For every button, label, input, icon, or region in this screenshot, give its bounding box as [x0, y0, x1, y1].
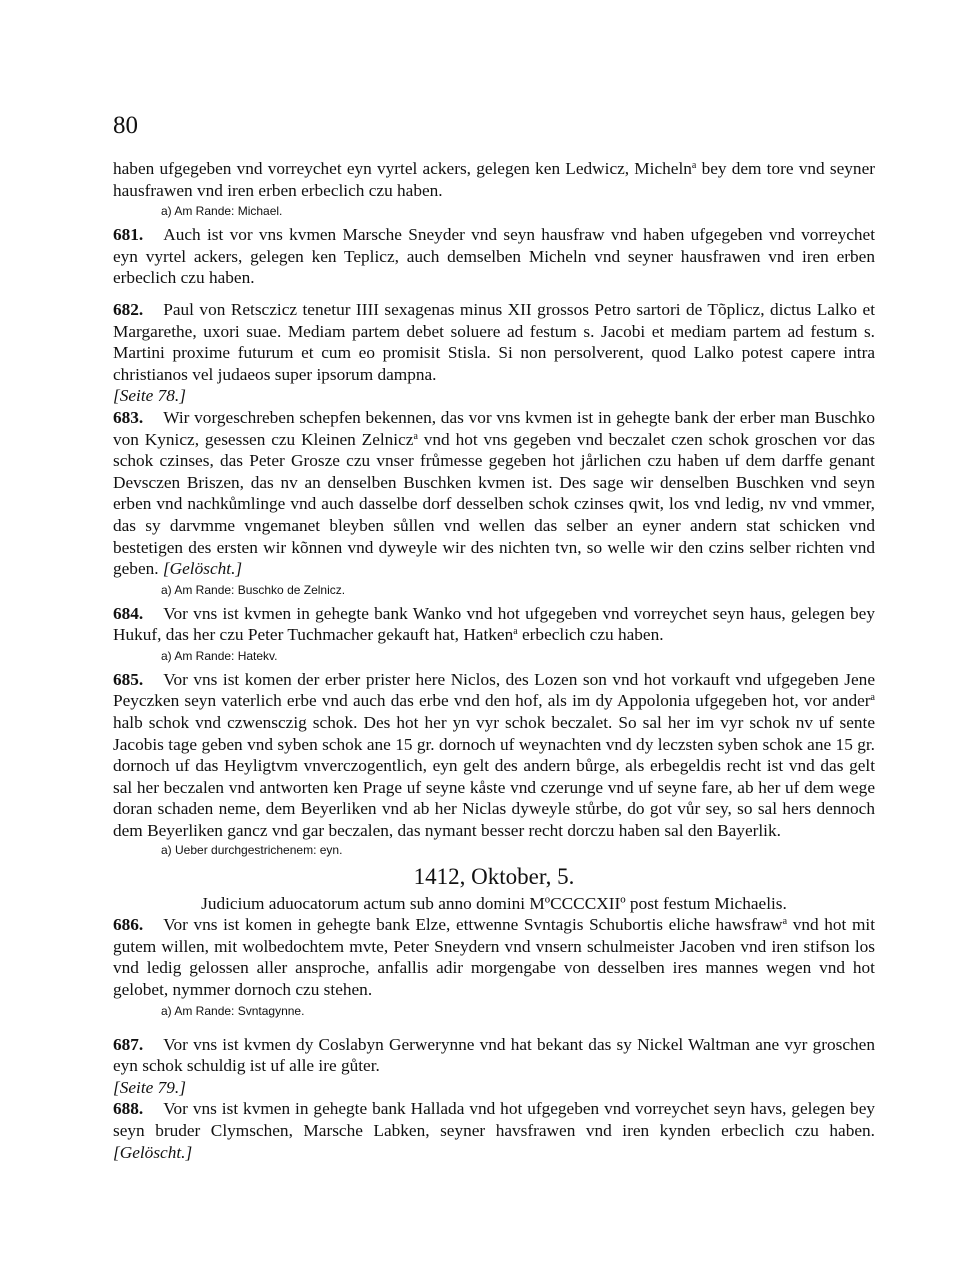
page-number: 80 [113, 112, 138, 139]
footnote: a) Am Rande: Svntagynne. [161, 1003, 305, 1018]
text-b: halb schok vnd czwensczig schok. Des hot her yn vyr schok beczalet. So sal her im vyr schok nv uf sente Jacobis tage geben vnd syben schok ane 15 gr. dornoch uf weynachten vnd dy leczsten syben schok ane 15 gr. dornoch uf das Heyligtvm vnverczogentlich, eyn gelt des andern bůrge, als erbegeldis recht ist vnd das gelt sal her beczalen vnd antworten ken Prage uf seyne kåste vnd czerunge vnd uf seyne fare, ab her uf dem wege doran schaden neme, dem Beyerliken vnd ab her Niclas dyweyle stůrbe, do got vůr sey, so sal hers dennoch dem Beyerliken gancz vnd gar beczalen, das nymant besser recht dorczu haben sal den Bayerlik. [113, 713, 875, 841]
entry-text: Auch ist vor vns kvmen Marsche Sneyder vnd seyn hausfraw vnd haben ufgegeben vnd vorreychet eyn vyrtel ackers, gelegen ken Teplicz, auch demselben Micheln vnd seyner hausfrawen vnd iren erben erbeclich czu haben. [113, 225, 875, 288]
deleted-note: [Gelöscht.] [162, 559, 243, 579]
entry-684 [113, 603, 875, 646]
entry-number: 683. [113, 407, 144, 427]
entry-text: Vor vns ist kvmen in gehegte bank Hallada vnd hot ufgegeben vnd vorreychet seyn havs, gelegen bey seyn bruder Clymschen, Marsche Labken, seyner havsfrawen vnd iren kynden erbeclich czu haben. [113, 1099, 875, 1140]
text-b: vnd hot mit gutem willen, mit wolbedochtem mvte, Peter Sneydern vnd vnsern schulmeister Jacoben vnd iren stifson los vnd ledig gelossen aller ansproche, anfallis adir morgengabe von desselben ires mannes wegen vnd hot gelobet, nymmer dornoch czu stehen. [113, 915, 875, 999]
entry-681 [113, 224, 875, 289]
paragraph-continued [113, 158, 875, 201]
footnote-marker: a [413, 430, 418, 442]
entry-number: 686. [113, 915, 144, 935]
entry-686 [113, 914, 875, 1000]
spacer [113, 289, 875, 299]
text-b: erbeclich czu haben. [517, 625, 664, 645]
entry-683 [113, 407, 875, 580]
entry-number: 687. [113, 1034, 144, 1054]
entry-687 [113, 1034, 875, 1077]
text-a: Vor vns ist kvmen in gehegte bank Wanko vnd hot ufgegeben vnd vorreychet seyn haus, gelegen bey Hukuf, das her czu Peter Tuchmacher gekauft hat, Hatken [113, 603, 875, 645]
page-reference: [Seite 78.] [113, 386, 186, 406]
page-reference: [Seite 79.] [113, 1077, 186, 1097]
entry-number: 684. [113, 603, 144, 623]
footnote: a) Ueber durchgestrichenem: eyn. [161, 842, 343, 857]
footnote-marker: a [691, 160, 697, 171]
entry-text: Paul von Retsczicz tenetur IIII sexagenas minus XII grossos Petro sartori de Tõplicz, dictus Lalko et Margarethe, uxori suae. Mediam partem debet soluere ad festum s. Jacobi et mediam partem ad festum s. Martini proxime futurum et cum eo promisit Stisla. Si non persolverent, quod Lalko potest capere intra christianos vel judaeos super ipsorum dampna. [113, 299, 875, 384]
text-a: haben ufgegeben vnd vorreychet eyn vyrtel ackers, gelegen ken Ledwicz, Micheln [113, 159, 692, 178]
footnote-marker: a [870, 692, 875, 704]
text-b: bey dem tore vnd seyner hausfrawen vnd iren erben erbeclich czu haben. [113, 159, 875, 200]
text-flow [113, 158, 875, 1163]
footnote-marker: a [782, 916, 788, 928]
text-a: Wir vorgeschreben schepfen bekennen, das vor vns kvmen ist in gehegte bank der erber man Buschko von Kynicz, gesessen czu Kleinen Zelnicz [113, 407, 875, 449]
entry-685 [113, 669, 875, 842]
deleted-note: [Gelöscht.] [113, 1142, 193, 1162]
entry-682 [113, 299, 875, 385]
text-a: Vor vns ist komen der erber prister here Niclos, des Lozen son vnd hot vorkauft vnd ufgegeben Jene Peyczken seyn vaterlich erbe vnd auch das erbe vnd den hof, als im dy Appolonia ufgegeben hot, vor ander [113, 669, 875, 711]
entry-number: 681. [113, 225, 144, 245]
spacer [113, 1024, 875, 1034]
entry-number: 688. [113, 1099, 144, 1119]
entry-number: 685. [113, 669, 144, 689]
entry-688 [113, 1098, 875, 1163]
footnote: a) Am Rande: Buschko de Zelnicz. [161, 582, 346, 597]
judicium-line: Judicium aduocatorum actum sub anno domini MºCCCCXIIº post festum Michaelis. [201, 893, 787, 913]
text-a: Vor vns ist komen in gehegte bank Elze, ettwenne Svntagis Schubortis eliche hawsfraw [163, 915, 783, 935]
footnote-marker: a [513, 626, 518, 638]
footnote: a) Am Rande: Hatekv. [161, 648, 278, 663]
text-b: vnd hot vns gegeben vnd beczalet czen schok groschen vor das schok czinses, das Peter Grosze czu vnser frůmesse gegeben hot jårlichen czu haben uf dem darffe genant Devsczen Briszen, das nv an denselben Buschken kvmen ist. Des sage wir denselben Buschken vnd seyn erben vnd nachkůmlinge vnd auch dasselbe dorf desselben schok czinses qwit, los vnd ledig, nv vnd vmmer, das sy darvmme vngemanet bleyben sůllen vnd wellen das selber an eyner andern stat schicken vnd bestetigen des ersten wir kõnnen vnd dyweyle wir des nichten tvn, so welle wir den czins selber richten vnd geben. [113, 429, 875, 579]
entry-text: Vor vns ist kvmen dy Coslabyn Gerwerynne vnd hat bekant das sy Nickel Waltman ane vyr groschen eyn schok schuldig ist uf alle ire gůter. [113, 1034, 875, 1076]
date-heading: 1412, Oktober, 5. [413, 863, 575, 889]
footnote: a) Am Rande: Michael. [161, 204, 283, 219]
entry-number: 682. [113, 299, 144, 319]
